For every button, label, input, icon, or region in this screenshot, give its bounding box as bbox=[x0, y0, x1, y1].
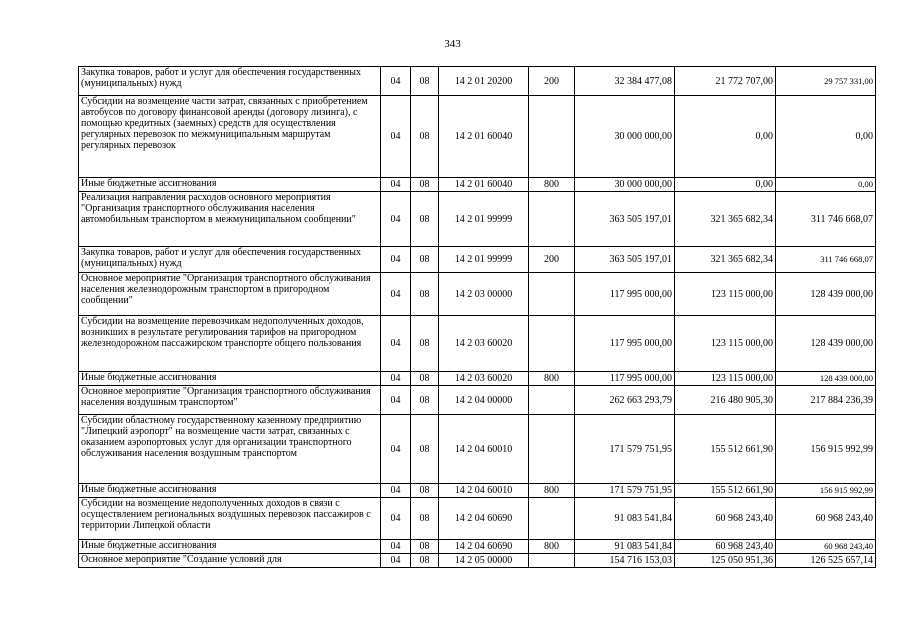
amount-year-1: 171 579 751,95 bbox=[575, 415, 675, 484]
section-code: 04 bbox=[381, 273, 411, 316]
table-row bbox=[79, 316, 876, 372]
amount-year-1: 30 000 000,00 bbox=[575, 178, 675, 192]
amount-year-3: 60 968 243,40 bbox=[776, 540, 876, 554]
target-article-code: 14 2 04 60010 bbox=[439, 484, 529, 498]
subsection-code: 08 bbox=[411, 96, 439, 178]
target-article-code: 14 2 05 00000 bbox=[439, 554, 529, 568]
amount-year-2: 60 968 243,40 bbox=[675, 498, 776, 540]
row-name: Субсидии на возмещение недополученных доходов в связи с осуществлением региональных воздушных перевозок пассажиров с территории Липецкой области bbox=[79, 498, 381, 540]
table-row bbox=[79, 498, 876, 540]
section-code: 04 bbox=[381, 372, 411, 386]
table-row bbox=[79, 67, 876, 96]
row-name: Иные бюджетные ассигнования bbox=[79, 484, 381, 498]
expense-type-code: 800 bbox=[529, 372, 575, 386]
amount-year-3: 217 884 236,39 bbox=[776, 386, 876, 415]
row-name: Основное мероприятие "Организация транспортного обслуживания населения железнодорожным транспортом в пригородном сообщении" bbox=[79, 273, 381, 316]
expense-type-code: 800 bbox=[529, 178, 575, 192]
row-name: Основное мероприятие "Создание условий для bbox=[79, 554, 381, 568]
section-code: 04 bbox=[381, 67, 411, 96]
target-article-code: 14 2 01 99999 bbox=[439, 192, 529, 247]
amount-year-3: 311 746 668,07 bbox=[776, 247, 876, 273]
expense-type-code: 200 bbox=[529, 67, 575, 96]
subsection-code: 08 bbox=[411, 498, 439, 540]
table-row bbox=[79, 540, 876, 554]
target-article-code: 14 2 03 60020 bbox=[439, 316, 529, 372]
amount-year-2: 321 365 682,34 bbox=[675, 247, 776, 273]
amount-year-2: 0,00 bbox=[675, 178, 776, 192]
expense-type-code bbox=[529, 192, 575, 247]
table-row bbox=[79, 386, 876, 415]
amount-year-2: 155 512 661,90 bbox=[675, 484, 776, 498]
amount-year-1: 117 995 000,00 bbox=[575, 273, 675, 316]
amount-year-1: 30 000 000,00 bbox=[575, 96, 675, 178]
target-article-code: 14 2 04 60010 bbox=[439, 415, 529, 484]
amount-year-1: 117 995 000,00 bbox=[575, 316, 675, 372]
target-article-code: 14 2 01 60040 bbox=[439, 178, 529, 192]
amount-year-3: 29 757 331,00 bbox=[776, 67, 876, 96]
amount-year-2: 123 115 000,00 bbox=[675, 316, 776, 372]
amount-year-1: 32 384 477,08 bbox=[575, 67, 675, 96]
subsection-code: 08 bbox=[411, 386, 439, 415]
expense-type-code bbox=[529, 273, 575, 316]
table-row bbox=[79, 247, 876, 273]
row-name: Основное мероприятие "Организация транспортного обслуживания населения воздушным транспортом" bbox=[79, 386, 381, 415]
target-article-code: 14 2 04 60690 bbox=[439, 540, 529, 554]
subsection-code: 08 bbox=[411, 273, 439, 316]
amount-year-1: 363 505 197,01 bbox=[575, 192, 675, 247]
amount-year-3: 60 968 243,40 bbox=[776, 498, 876, 540]
row-name: Субсидии областному государственному казенному предприятию "Липецкий аэропорт" на возмещение части затрат, связанных с оказанием аэропортовых услуг для организации транспортного обслуживания населения воздушным транспортом bbox=[79, 415, 381, 484]
amount-year-2: 155 512 661,90 bbox=[675, 415, 776, 484]
section-code: 04 bbox=[381, 316, 411, 372]
amount-year-3: 0,00 bbox=[776, 178, 876, 192]
amount-year-1: 171 579 751,95 bbox=[575, 484, 675, 498]
target-article-code: 14 2 01 99999 bbox=[439, 247, 529, 273]
table-row bbox=[79, 415, 876, 484]
amount-year-1: 91 083 541,84 bbox=[575, 540, 675, 554]
subsection-code: 08 bbox=[411, 554, 439, 568]
table-row bbox=[79, 96, 876, 178]
amount-year-2: 216 480 905,30 bbox=[675, 386, 776, 415]
expense-type-code bbox=[529, 316, 575, 372]
amount-year-3: 0,00 bbox=[776, 96, 876, 178]
section-code: 04 bbox=[381, 554, 411, 568]
section-code: 04 bbox=[381, 192, 411, 247]
section-code: 04 bbox=[381, 484, 411, 498]
amount-year-3: 128 439 000,00 bbox=[776, 273, 876, 316]
subsection-code: 08 bbox=[411, 192, 439, 247]
amount-year-1: 117 995 000,00 bbox=[575, 372, 675, 386]
section-code: 04 bbox=[381, 498, 411, 540]
expense-type-code bbox=[529, 96, 575, 178]
amount-year-3: 311 746 668,07 bbox=[776, 192, 876, 247]
expense-type-code: 800 bbox=[529, 540, 575, 554]
subsection-code: 08 bbox=[411, 247, 439, 273]
budget-table-body bbox=[79, 67, 876, 568]
section-code: 04 bbox=[381, 96, 411, 178]
expense-type-code: 800 bbox=[529, 484, 575, 498]
amount-year-2: 0,00 bbox=[675, 96, 776, 178]
amount-year-1: 363 505 197,01 bbox=[575, 247, 675, 273]
subsection-code: 08 bbox=[411, 67, 439, 96]
amount-year-1: 262 663 293,79 bbox=[575, 386, 675, 415]
row-name: Иные бюджетные ассигнования bbox=[79, 372, 381, 386]
row-name: Иные бюджетные ассигнования bbox=[79, 178, 381, 192]
section-code: 04 bbox=[381, 415, 411, 484]
table-row bbox=[79, 178, 876, 192]
subsection-code: 08 bbox=[411, 540, 439, 554]
subsection-code: 08 bbox=[411, 372, 439, 386]
expense-type-code bbox=[529, 386, 575, 415]
target-article-code: 14 2 03 60020 bbox=[439, 372, 529, 386]
row-name: Иные бюджетные ассигнования bbox=[79, 540, 381, 554]
section-code: 04 bbox=[381, 178, 411, 192]
target-article-code: 14 2 04 60690 bbox=[439, 498, 529, 540]
amount-year-2: 125 050 951,36 bbox=[675, 554, 776, 568]
amount-year-1: 154 716 153,03 bbox=[575, 554, 675, 568]
row-name: Субсидии на возмещение перевозчикам недополученных доходов, возникших в результате регулирования тарифов на пригородном железнодорожном пассажирском транспорте общего пользования bbox=[79, 316, 381, 372]
row-name: Субсидии на возмещение части затрат, связанных с приобретением автобусов по договору финансовой аренды (договору лизинга), с помощью кредитных (заемных) средств для осуществления регулярных перевозок по межмуниципальным маршрутам регулярных перевозок bbox=[79, 96, 381, 178]
amount-year-3: 126 525 657,14 bbox=[776, 554, 876, 568]
expense-type-code: 200 bbox=[529, 247, 575, 273]
target-article-code: 14 2 03 00000 bbox=[439, 273, 529, 316]
subsection-code: 08 bbox=[411, 484, 439, 498]
target-article-code: 14 2 01 60040 bbox=[439, 96, 529, 178]
table-row bbox=[79, 484, 876, 498]
amount-year-3: 156 915 992,99 bbox=[776, 415, 876, 484]
amount-year-2: 123 115 000,00 bbox=[675, 273, 776, 316]
amount-year-2: 321 365 682,34 bbox=[675, 192, 776, 247]
expense-type-code bbox=[529, 498, 575, 540]
table-row bbox=[79, 273, 876, 316]
amount-year-2: 21 772 707,00 bbox=[675, 67, 776, 96]
amount-year-1: 91 083 541,84 bbox=[575, 498, 675, 540]
section-code: 04 bbox=[381, 247, 411, 273]
amount-year-3: 128 439 000,00 bbox=[776, 316, 876, 372]
table-row bbox=[79, 372, 876, 386]
row-name: Закупка товаров, работ и услуг для обеспечения государственных (муниципальных) нужд bbox=[79, 247, 381, 273]
amount-year-2: 123 115 000,00 bbox=[675, 372, 776, 386]
target-article-code: 14 2 04 00000 bbox=[439, 386, 529, 415]
amount-year-2: 60 968 243,40 bbox=[675, 540, 776, 554]
table-row bbox=[79, 554, 876, 568]
row-name: Закупка товаров, работ и услуг для обеспечения государственных (муниципальных) нужд bbox=[79, 67, 381, 96]
subsection-code: 08 bbox=[411, 415, 439, 484]
amount-year-3: 128 439 000,00 bbox=[776, 372, 876, 386]
row-name: Реализация направления расходов основного мероприятия "Организация транспортного обслуживания населения автомобильным транспортом в межмуниципальном сообщении" bbox=[79, 192, 381, 247]
amount-year-3: 156 915 992,99 bbox=[776, 484, 876, 498]
budget-table bbox=[78, 66, 876, 568]
expense-type-code bbox=[529, 554, 575, 568]
subsection-code: 08 bbox=[411, 178, 439, 192]
table-row bbox=[79, 192, 876, 247]
expense-type-code bbox=[529, 415, 575, 484]
page-number: 343 bbox=[444, 38, 461, 50]
section-code: 04 bbox=[381, 540, 411, 554]
section-code: 04 bbox=[381, 386, 411, 415]
subsection-code: 08 bbox=[411, 316, 439, 372]
target-article-code: 14 2 01 20200 bbox=[439, 67, 529, 96]
